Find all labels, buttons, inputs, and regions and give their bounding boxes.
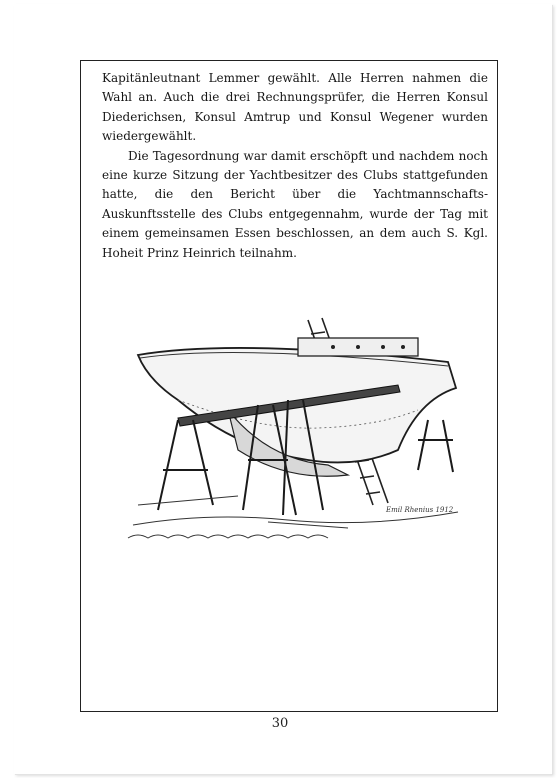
paragraph-1: Kapitänleutnant Lemmer gewählt. Alle Herren nahmen die Wahl an. Auch die drei Rechnungsprüfer, die Herren Konsul Diederichsen, Konsul Amtrup und Konsul Wegener wurden wiedergewählt. [102, 71, 488, 144]
page-number: 30 [271, 716, 289, 731]
paragraph-2: Die Tagesordnung war damit erschöpft und nachdem noch eine kurze Sitzung der Yachtbesitzer des Clubs stattgefunden hatte, die den Bericht über die Yachtmannschafts-Auskunftsstelle des Clubs entgegennahm, wurde der Tag mit einem gemeinsamen Essen beschlossen, an dem auch S. Kgl. Hoheit Prinz Heinrich teilnahm. [102, 148, 488, 260]
illustration-signature: Emil Rhenius 1912 [386, 506, 454, 514]
body-text [102, 69, 488, 263]
boat-on-trestles-illustration [118, 300, 478, 560]
